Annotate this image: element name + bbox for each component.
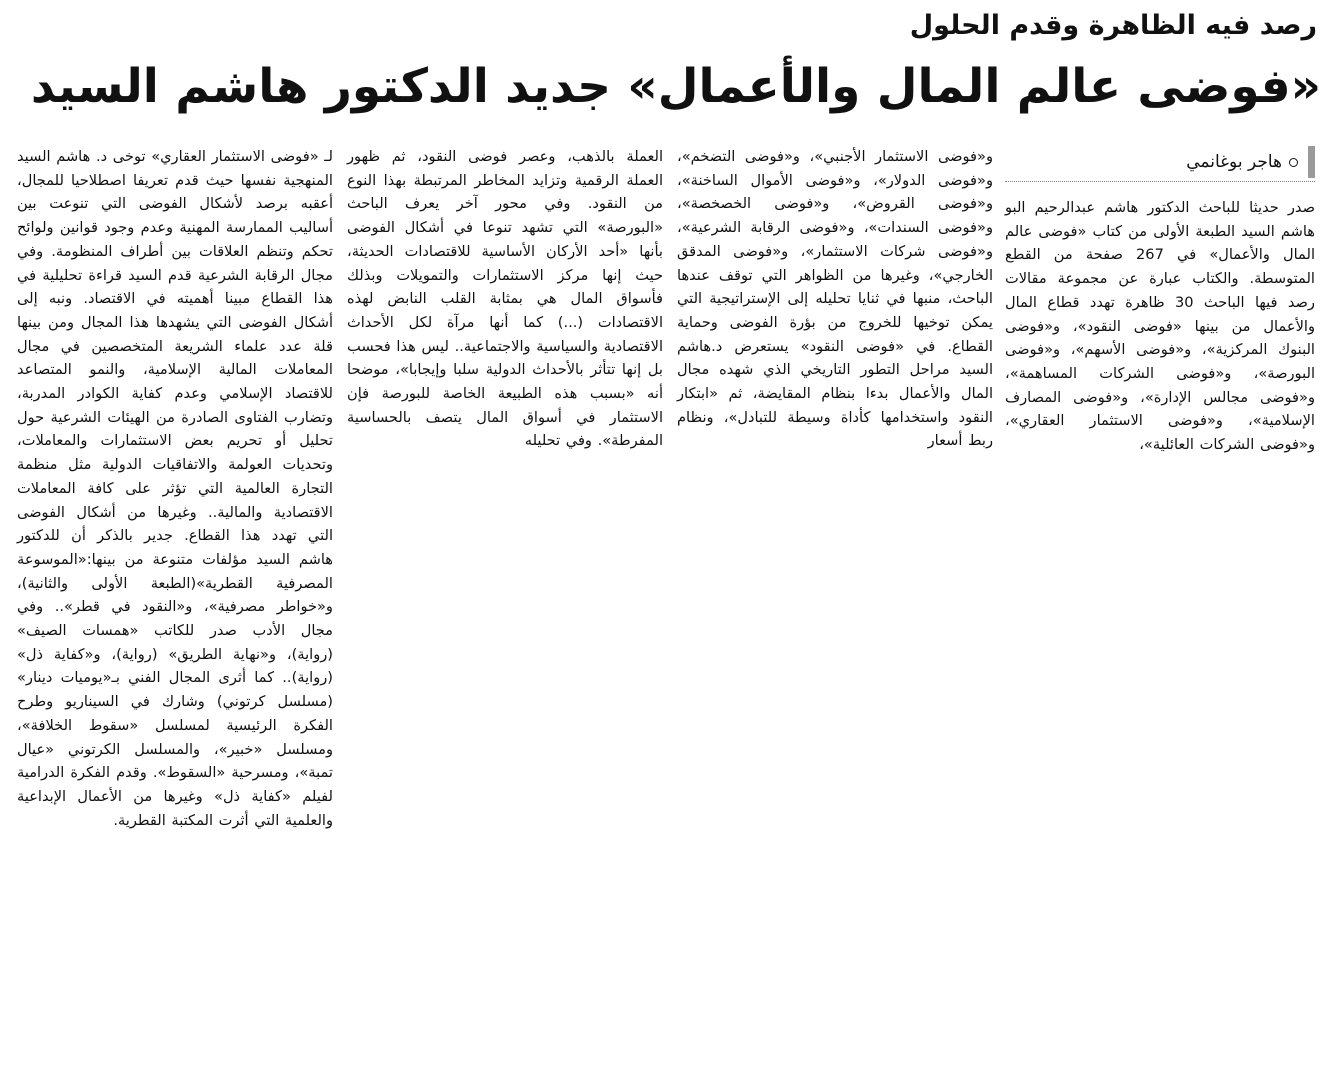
- byline: [998, 146, 1315, 178]
- article-column-1: [1005, 196, 1315, 457]
- column-2-text: و«فوضى الاستثمار الأجنبي»، و«فوضى التضخم»، و«فوضى الدولار»، و«فوضى الأموال الساخنة»، و«فوضى القروض»، و«فوضى الخصخصة»، و«فوضى السندات»، و«فوضى الرقابة الشرعية»، و«فوضى شركات الاستثمار»، و«فوضى المدقق الخارجي»، وغيرها من الظواهر التي توقف عندها الباحث، منبها في ثنايا تحليله إلى الإستراتيجية التي يمكن توخيها للخروج من بؤرة الفوضى وحماية القطاع. في «فوضى النقود» يستعرض د.هاشم السيد مراحل التطور التاريخي الذي شهده مجال المال والأعمال بدءا بنظام المقايضة، ثم «ابتكار النقود واستخدامها كأداة وسيطة للتبادل»، ونظام ربط أسعار: [677, 148, 993, 450]
- article-column-4: [17, 145, 333, 832]
- author-name: هاجر بوغانمي: [1186, 152, 1282, 172]
- article-kicker: رصد فيه الظاهرة وقدم الحلول: [909, 10, 1317, 41]
- column-3-text: العملة بالذهب، وعصر فوضى النقود، ثم ظهور العملة الرقمية وتزايد المخاطر المرتبطة بهذا النوع من النقود. وفي محور آخر يعرف الباحث «البورصة» التي تشهد تنوعا في أشكال الفوضى بأنها «أحد الأركان الأساسية للاقتصادات الحديثة، حيث إنها مركز الاستثمارات والتمويلات وبذلك فأسواق المال هي بمثابة القلب النابض لهذه الاقتصادات (...) كما أنها مرآة لكل الأحداث الاقتصادية والسياسية والاجتماعية.. ليس هذا فحسب بل إنها تتأثر بالأحداث الدولية سلبا وإيجابا»، موضحا أنه «بسبب هذه الطبيعة الخاصة للبورصة فإن الاستثمار في أسواق المال يتصف بالحساسية المفرطة». وفي تحليله: [347, 148, 663, 450]
- column-1-text: صدر حديثا للباحث الدكتور هاشم عبدالرحيم البو هاشم السيد الطبعة الأولى من كتاب «فوضى عالم المال والأعمال» في 267 صفحة من القطع المتوسطة. والكتاب عبارة عن مجموعة مقالات رصد فيها الباحث 30 ظاهرة تهدد قطاع المال والأعمال من بينها «فوضى النقود»، و«فوضى البنوك المركزية»، و«فوضى الأسهم»، و«فوضى البورصة»، و«فوضى الشركات المساهمة»، و«فوضى مجالس الإدارة»، و«فوضى المصارف الإسلامية»، و«فوضى الاستثمار العقاري»، و«فوضى الشركات العائلية»،: [1005, 199, 1315, 454]
- byline-divider: [1005, 181, 1315, 182]
- article-headline: «فوضى عالم المال والأعمال» جديد الدكتور هاشم السيد: [30, 59, 1321, 114]
- column-4-text: لـ «فوضى الاستثمار العقاري» توخى د. هاشم السيد المنهجية نفسها حيث قدم تعريفا اصطلاحيا للمجال، أعقبه برصد لأشكال الفوضى التي تنوعت بين أساليب الممارسة المهنية وعدم وجود قوانين ولوائح تحكم وتنظم العلاقات بين أطراف المنظومة. وفي مجال الرقابة الشرعية قدم السيد قراءة تحليلية في هذا القطاع مبينا أهميته في الاقتصاد. ونبه إلى أشكال الفوضى التي يشهدها هذا المجال ومن بينها قلة عدد علماء الشريعة المتخصصين في مجال المعاملات المالية الإسلامية، والنمو المتصاعد للاقتصاد الإسلامي وعدم كفاية الكوادر المدربة، وتضارب الفتاوى الصادرة من الهيئات الشرعية حول تحليل أو تحريم بعض الاستثمارات والمعاملات، وتحديات العولمة والاتفاقيات الدولية مثل منظمة التجارة العالمية التي تؤثر على كافة المعاملات الاقتصادية والمالية.. وغيرها من أشكال الفوضى التي تهدد هذا القطاع. جدير بالذكر أن للدكتور هاشم السيد مؤلفات متنوعة من بينها:«الموسوعة المصرفية القطرية»(الطبعة الأولى والثانية)، و«خواطر مصرفية»، و«النقود في قطر».. وفي مجال الأدب صدر للكاتب «همسات الصيف» (رواية)، و«نهاية الطريق» (رواية)، و«كفاية ذل» (رواية).. كما أثرى المجال الفني بـ«يوميات دينار» (مسلسل كرتوني) وشارك في السيناريو وطرح الفكرة الرئيسية لمسلسل «سقوط الخلافة»، ومسلسل «خبير»، والمسلسل الكرتوني «عيال تمبة»، ومسرحية «السقوط». وقدم الفكرة الدرامية لفيلم «كفاية ذل» وغيرها من الأعمال الإبداعية والعلمية التي أثرت المكتبة القطرية.: [17, 148, 333, 829]
- article-column-2: [677, 145, 993, 453]
- circle-bullet-icon: [1289, 158, 1298, 167]
- article-column-3: [347, 145, 663, 453]
